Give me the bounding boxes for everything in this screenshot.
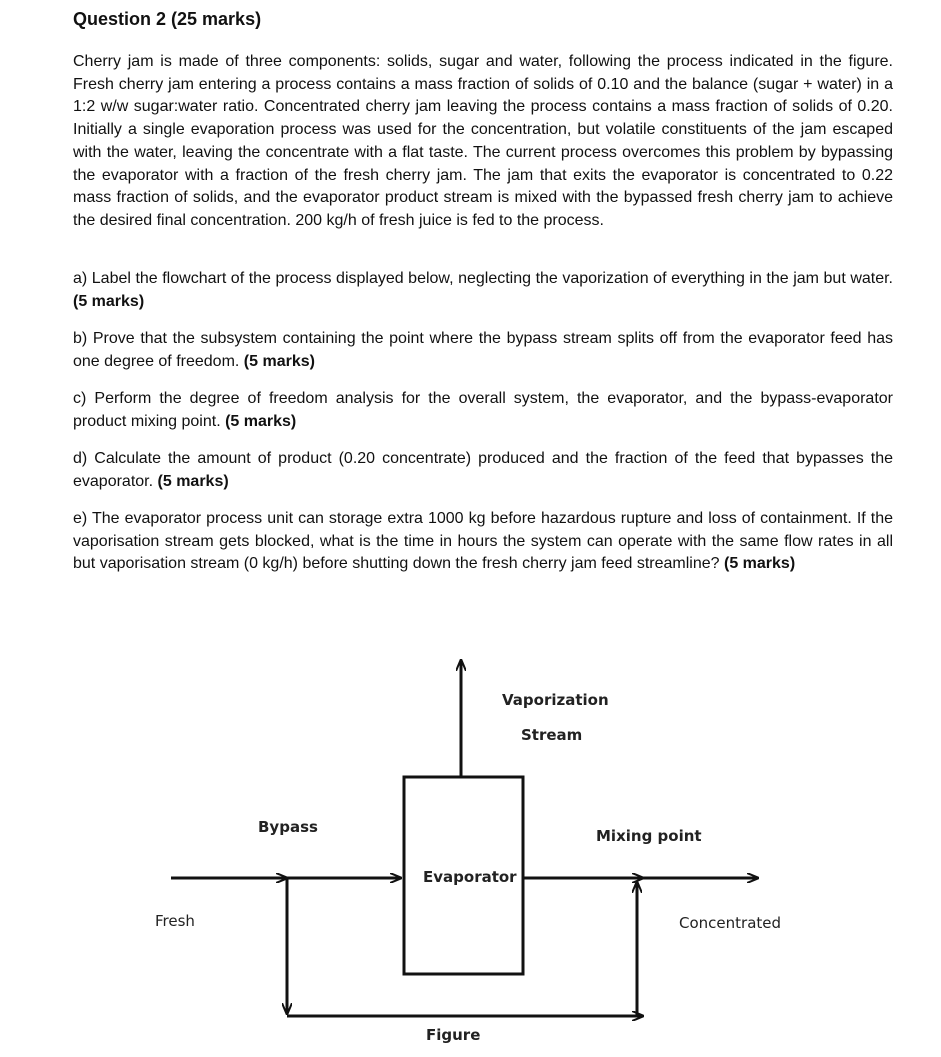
part-d-text: d) Calculate the amount of product (0.20 concentrate) produced and the fraction of the feed that bypasses the evaporator. — [73, 450, 893, 490]
concentrated-label: Concentrated — [679, 914, 782, 932]
bypass-label: Bypass — [258, 818, 318, 836]
question-intro: Cherry jam is made of three components: solids, sugar and water, following the process indicated in the figure. Fresh cherry jam entering a process contains a mass fraction of solids of 0.10 and the balance (sugar + water) in a 1:2 w/w sugar:water ratio. Concentrated cherry jam leaving the process contains a mass fraction of solids of 0.20. Initially a single evaporation process was used for the concentration, but volatile constituents of the jam escaped with the water, leaving the concentrate with a flat taste. The current process overcomes this problem by bypassing the evaporator with a fraction of the fresh cherry jam. The jam that exits the evaporator is concentrated to 0.22 mass fraction of solids, and the evaporator product stream is mixed with the bypassed fresh cherry jam to achieve the desired final concentration. 200 kg/h of fresh juice is fed to the process. — [73, 53, 893, 229]
part-b-marks: (5 marks) — [243, 352, 315, 370]
part-b-text: b) Prove that the subsystem containing the point where the bypass stream splits off from the evaporator feed has one degree of freedom. — [73, 330, 893, 370]
vaporization-label: Vaporization — [502, 691, 609, 709]
part-a-text: a) Label the flowchart of the process displayed below, neglecting the vaporization of everything in the jam but water. — [73, 270, 893, 287]
part-c-text: c) Perform the degree of freedom analysis for the overall system, the evaporator, and the bypass-evaporator product mixing point. — [73, 390, 893, 430]
part-e-text: e) The evaporator process unit can storage extra 1000 kg before hazardous rupture and loss of containment. If the vaporisation stream gets blocked, what is the time in hours the system can operate with the same flow rates in all but vaporisation stream (0 kg/h) before shutting down the fresh cherry jam feed streamline? — [73, 510, 893, 573]
stream-label: Stream — [521, 726, 583, 744]
figure-caption: Figure — [426, 1026, 481, 1044]
part-a-marks: (5 marks) — [73, 292, 145, 310]
mixing-point-label: Mixing point — [596, 827, 702, 845]
part-d-marks: (5 marks) — [157, 472, 229, 490]
question-title: Question 2 (25 marks) — [73, 9, 262, 29]
evaporator-label: Evaporator — [423, 868, 517, 886]
part-c-marks: (5 marks) — [225, 412, 297, 430]
fresh-label: Fresh — [155, 912, 195, 930]
part-e-marks: (5 marks) — [724, 555, 796, 573]
